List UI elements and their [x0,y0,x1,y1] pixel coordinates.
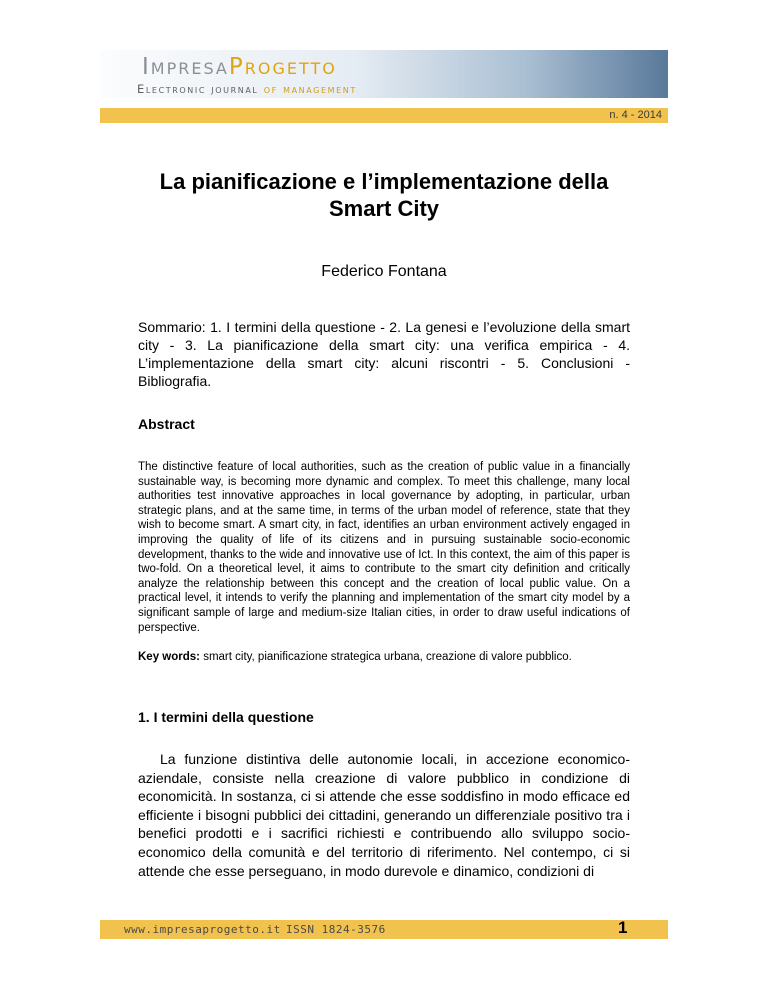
section-1-heading: 1. I termini della questione [138,709,314,725]
logo-part-impresa: Impresa [142,54,229,80]
title-line-1: La pianificazione e l’implementazione della [159,169,609,194]
article-summary: Sommario: 1. I termini della questione - 2. La genesi e l’evoluzione della smart city - 3. La pianificazione della smart city: una verifica empirica - 4. L’implementazione della smart city: alcuni riscontri - 5. Conclusioni - Bibliografia. [138,319,630,389]
section-1-body: La funzione distintiva delle autonomie locali, in accezione economico-aziendale, consiste nella creazione di valore pubblico in condizione di economicità. In sostanza, ci si attende che esse soddisfino in modo efficace ed efficiente i bisogni pubblici dei cittadini, generando un differenziale positivo tra i benefici prodotti e i sacrifici richiesti e contribuendo allo sviluppo socio-economico della comunità e del territorio di riferimento. Nel contempo, ci si attende che esse perseguano, in modo durevole e dinamico, condizioni di [138,751,630,879]
article-author: Federico Fontana [321,263,447,280]
subtitle-part2: of management [263,82,357,96]
issue-number: n. 4 - 2014 [609,109,662,121]
journal-logo [142,56,337,79]
footer-issn: ISSN 1824-3576 [286,923,386,936]
footer-website-link[interactable]: www.impresaprogetto.it [124,923,281,936]
footer-bar [100,920,668,939]
title-line-2: Smart City [328,196,440,221]
keywords-label: Key words: [138,651,200,663]
article-title [100,168,668,222]
keywords-list: smart city, pianificazione strategica urbana, creazione di valore pubblico. [200,651,572,663]
journal-subtitle [137,84,357,96]
issue-bar [100,108,668,123]
logo-part-progetto: Progetto [228,54,337,80]
abstract-heading: Abstract [138,416,195,432]
subtitle-part1: Electronic journal [137,82,264,96]
page-number: 1 [618,918,628,937]
abstract-text: The distinctive feature of local authorities, such as the creation of public value in a financially sustainable way, is becoming more dynamic and complex. To meet this challenge, many local authorities test innovative approaches in local governance by adopting, in particular, urban strategic plans, and at the same time, in terms of the urban model of reference, state that they wish to become smart. A smart city, in fact, identifies an urban environment actively engaged in improving the quality of life of its citizens and in pursuing sustainable socio-economic development, thanks to the wide and innovative use of Ict. In this context, the aim of this paper is two-fold. On a theoretical level, it aims to contribute to the smart city definition and critically analyze the relationship between this concept and the creation of local public value. On a practical level, it intends to verify the planning and implementation of the smart city model by a significant sample of large and medium-size Italian cities, in order to draw useful indications of perspective. [138,461,630,634]
keywords [138,650,630,665]
